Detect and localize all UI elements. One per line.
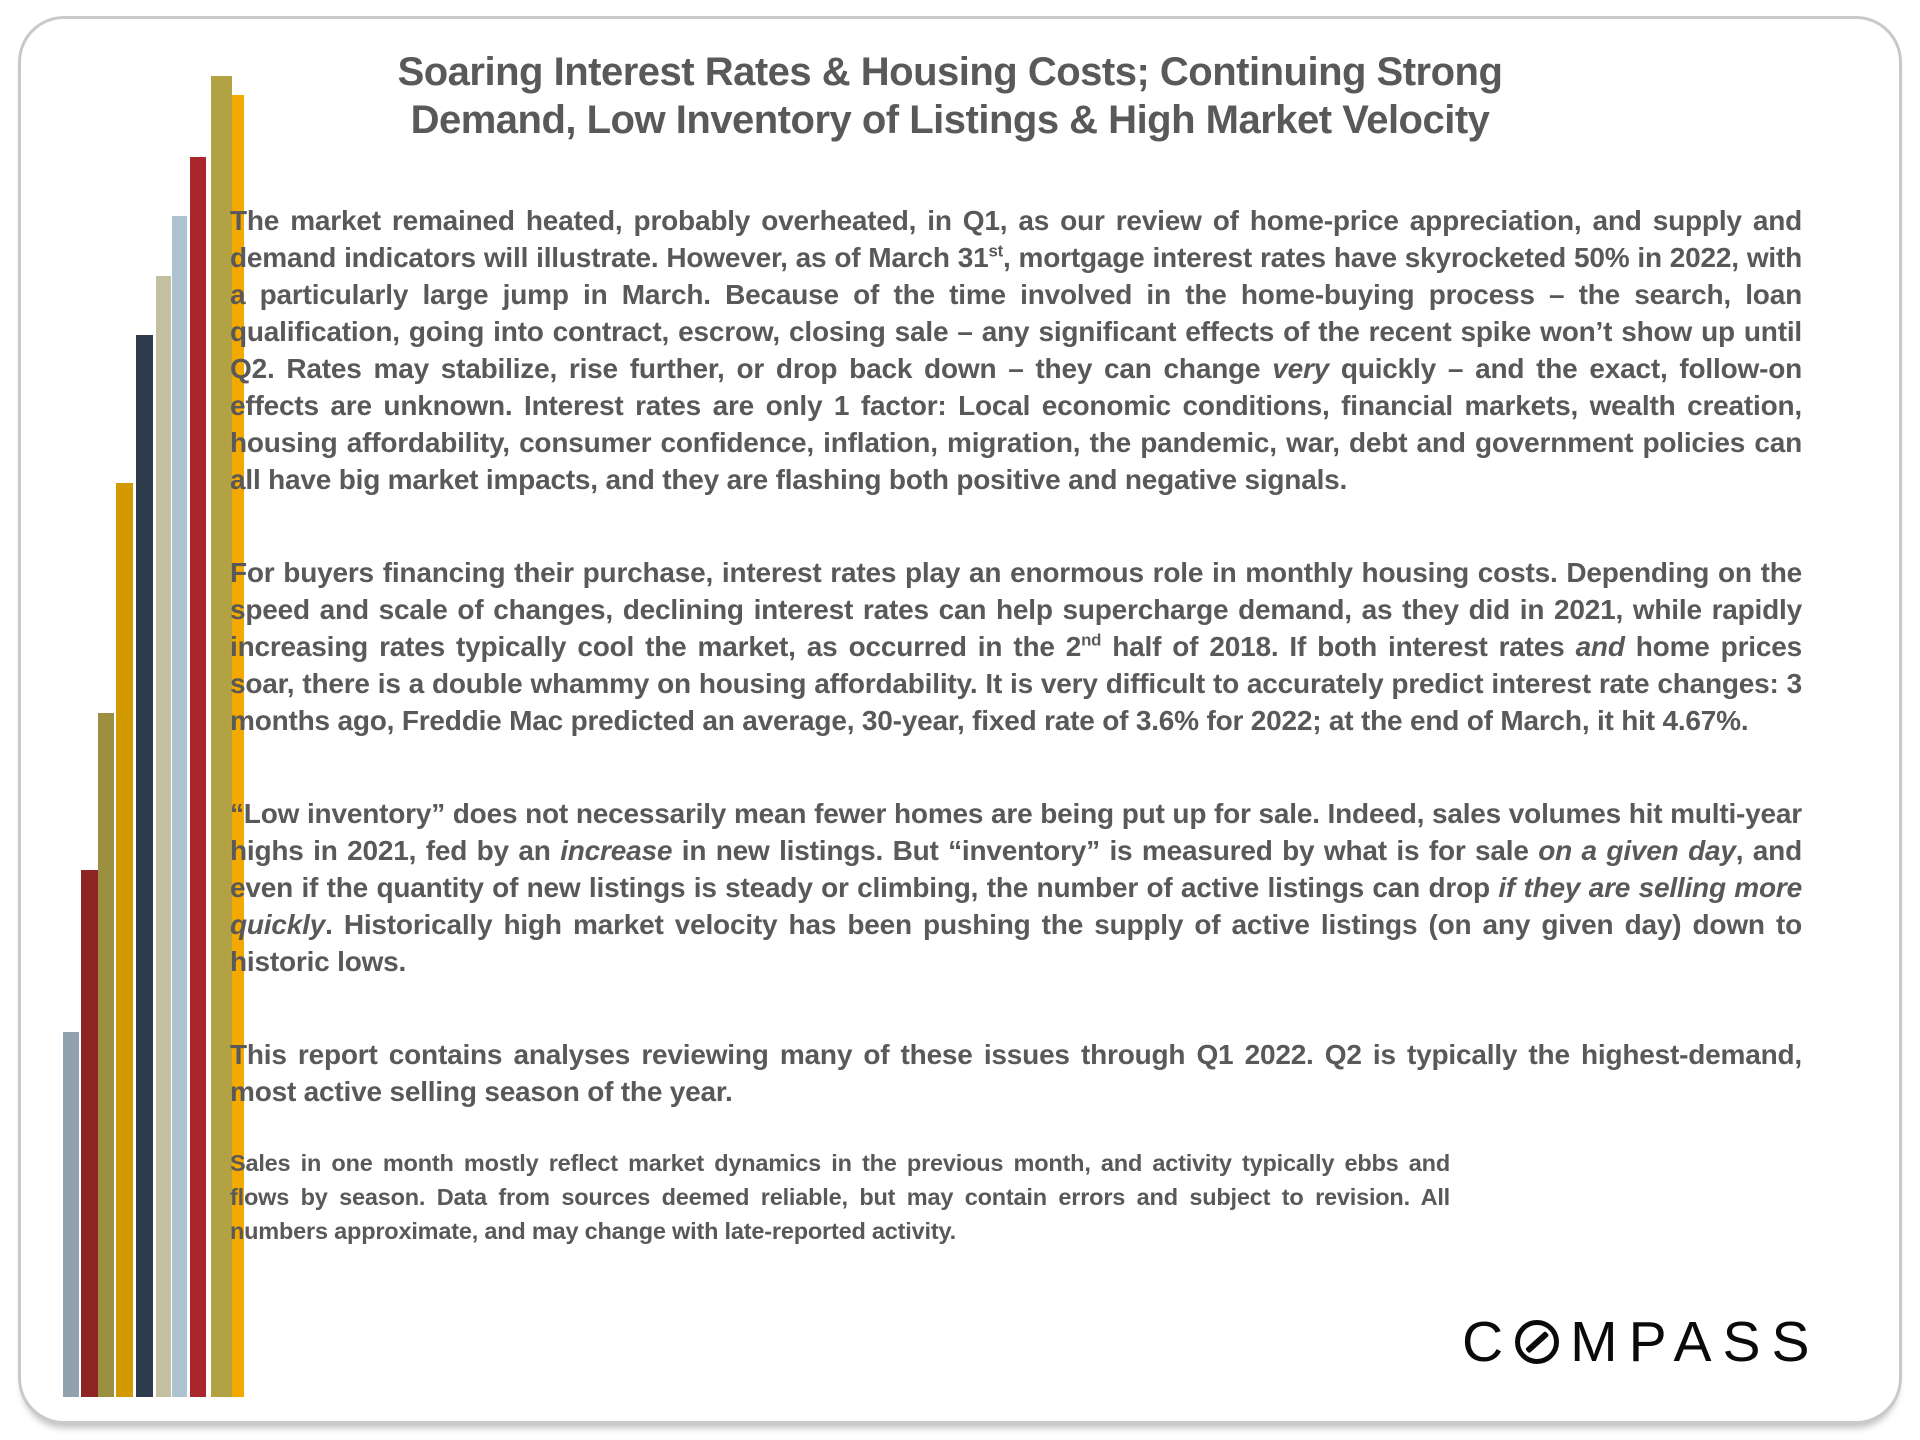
bar-tan <box>156 276 171 1397</box>
bar-light-blue <box>172 216 187 1397</box>
logo-letters-mpass: MPASS <box>1570 1309 1821 1374</box>
bar-olive <box>98 713 114 1397</box>
bar-navy <box>136 335 153 1397</box>
paragraph-market-overview: The market remained heated, probably overheated, in Q1, as our review of home-price appreciation, and supply and demand indicators will illustrate. However, as of March 31st, mortgage interest rates have skyrocketed 50% in 2022, with a particularly large jump in March. Because of the time involved in the home-buying process – the search, loan qualification, going into contract, escrow, closing sale – any significant effects of the recent spike won’t show up until Q2. Rates may stabilize, rise further, or drop back down – they can change very quickly – and the exact, follow-on effects are unknown. Interest rates are only 1 factor: Local economic conditions, financial markets, wealth creation, housing affordability, consumer confidence, inflation, migration, the pandemic, war, debt and government policies can all have big market impacts, and they are flashing both positive and negative signals. <box>230 205 1803 495</box>
bar-gold <box>116 483 133 1397</box>
logo-letter-c: C <box>1462 1309 1515 1374</box>
paragraph-low-inventory: “Low inventory” does not necessarily mean fewer homes are being put up for sale. Indeed, sales volumes hit multi-year highs in 2021, fed by an increase in new listings. But “inventory” is measured by what is for sale on a given day, and even if the quantity of new listings is steady or climbing, the number of active listings can drop if they are selling more quickly. Historically high market velocity has been pushing the supply of active listings (on any given day) down to historic lows. <box>230 798 1802 977</box>
footnote-disclaimer: Sales in one month mostly reflect market dynamics in the previous month, and activity typically ebbs and flows by season. Data from sources deemed reliable, but may contain errors and subject to revision. All numbers approximate, and may change with late-reported activity. <box>230 1150 1450 1244</box>
title-line-2: Demand, Low Inventory of Listings & High Market Velocity <box>410 98 1490 142</box>
paragraph-interest-rates: For buyers financing their purchase, interest rates play an enormous role in monthly housing costs. Depending on the speed and scale of changes, declining interest rates can help supercharge demand, as they did in 2021, while rapidly increasing rates typically cool the market, as occurred in the 2nd half of 2018. If both interest rates and home prices soar, there is a double whammy on housing affordability. It is very difficult to accurately predict interest rate changes: 3 months ago, Freddie Mac predicted an average, 30-year, fixed rate of 3.6% for 2022; at the end of March, it hit 4.67%. <box>230 557 1802 736</box>
compass-o-icon <box>1515 1320 1559 1364</box>
bar-khaki <box>211 76 232 1397</box>
bar-slate-gray <box>63 1032 79 1397</box>
paragraph-report-scope: This report contains analyses reviewing many of these issues through Q1 2022. Q2 is typically the highest-demand, most active selling season of the year. <box>230 1039 1802 1107</box>
compass-logo <box>1462 1309 1821 1374</box>
compass-needle-icon <box>1525 1331 1549 1353</box>
page-title <box>230 48 1670 144</box>
title-line-1: Soaring Interest Rates & Housing Costs; Continuing Strong <box>397 50 1503 94</box>
bar-red <box>190 157 206 1397</box>
report-content <box>230 48 1802 1248</box>
bar-dark-red <box>81 870 98 1397</box>
